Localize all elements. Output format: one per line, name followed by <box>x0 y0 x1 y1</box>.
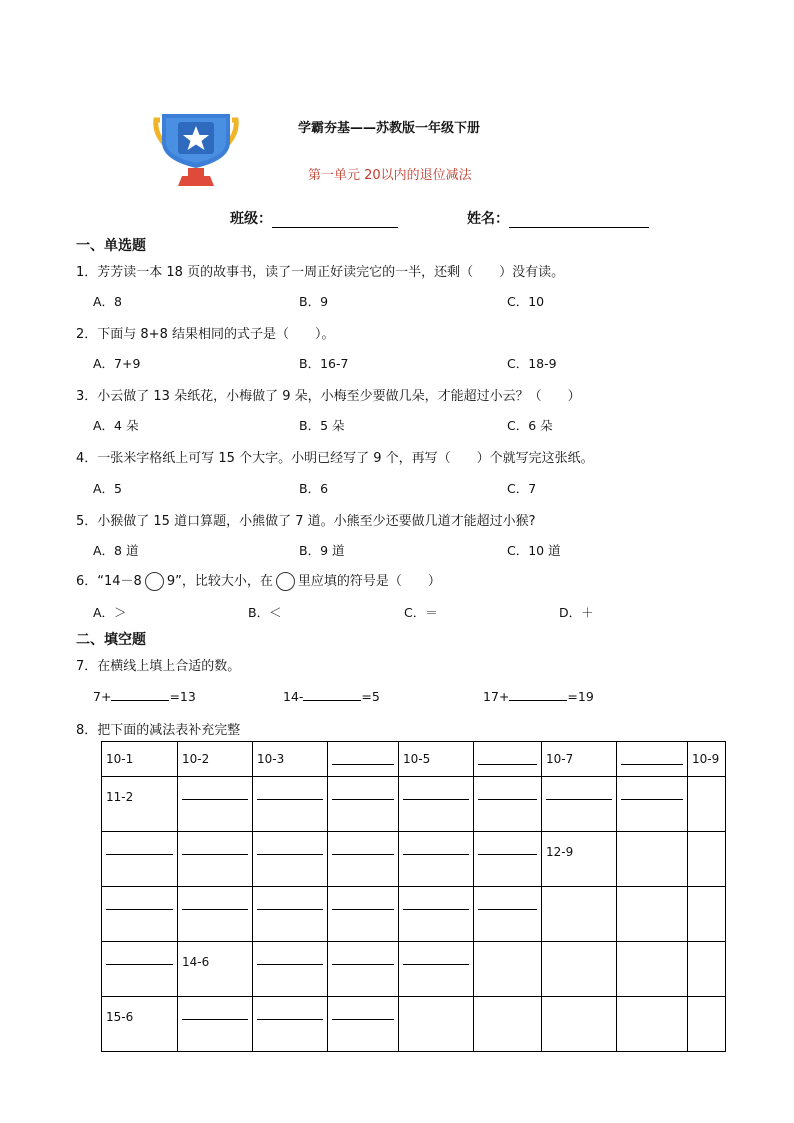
table-row <box>102 832 726 887</box>
q5-option-a[interactable]: A．8 道 <box>93 543 139 558</box>
table-cell <box>102 742 178 777</box>
answer-blank[interactable] <box>621 799 683 800</box>
answer-blank[interactable] <box>621 764 683 765</box>
table-cell-blank <box>474 887 542 942</box>
table-cell <box>253 742 328 777</box>
answer-blank[interactable] <box>332 764 394 765</box>
cell-value: 10-7 <box>546 752 574 766</box>
class-field <box>230 208 398 228</box>
table-cell-empty <box>474 942 542 997</box>
question-5: 5．小猴做了 15 道口算题，小熊做了 7 道。小熊至少还要做几道才能超过小猴? <box>76 514 536 529</box>
answer-blank[interactable] <box>403 964 469 965</box>
table-cell-blank <box>328 997 399 1052</box>
table-cell-blank <box>399 887 474 942</box>
table-row <box>102 942 726 997</box>
answer-blank[interactable] <box>478 799 537 800</box>
q4-option-c[interactable]: C．7 <box>507 481 537 496</box>
table-cell-empty <box>542 997 617 1052</box>
table-cell-blank <box>474 777 542 832</box>
table-cell-blank <box>328 742 399 777</box>
q7-item-3-left: 17+ <box>483 689 510 704</box>
table-cell <box>688 742 726 777</box>
table-cell-empty <box>542 887 617 942</box>
table-cell-blank <box>178 832 253 887</box>
q6-option-d[interactable]: D．＋ <box>559 605 594 620</box>
table-cell-empty <box>617 942 688 997</box>
q4-option-b[interactable]: B．6 <box>299 481 329 496</box>
q7-item-3-right: =19 <box>567 689 594 704</box>
q1-option-c[interactable]: C．10 <box>507 294 545 309</box>
question-4: 4．一张米字格纸上可写 15 个大字。小明已经写了 9 个，再写（ ）个就写完这张纸。 <box>76 451 594 466</box>
question-6 <box>76 570 441 591</box>
answer-blank[interactable] <box>546 799 612 800</box>
subtraction-table <box>101 741 726 1052</box>
table-cell-empty <box>688 887 726 942</box>
answer-blank[interactable] <box>257 909 323 910</box>
q6-circle-blank-2[interactable] <box>276 572 295 591</box>
q7-item-2-right: =5 <box>361 689 380 704</box>
answer-blank[interactable] <box>332 909 394 910</box>
answer-blank[interactable] <box>257 799 323 800</box>
table-cell-blank <box>253 777 328 832</box>
table-cell-blank <box>253 887 328 942</box>
cell-value: 11-2 <box>106 790 134 804</box>
section-fill-blank-title: 二、填空题 <box>76 632 146 648</box>
table-cell-blank <box>102 887 178 942</box>
q5-option-c[interactable]: C．10 道 <box>507 543 561 558</box>
table-cell-blank <box>399 832 474 887</box>
table-cell-blank <box>102 942 178 997</box>
page-subtitle: 第一单元 20以内的退位减法 <box>308 168 472 183</box>
q6-text-part2: 9”，比较大小，在 <box>166 574 273 589</box>
table-cell-blank <box>474 742 542 777</box>
answer-blank[interactable] <box>332 854 394 855</box>
q7-item-2-left: 14- <box>283 689 304 704</box>
question-2: 2．下面与 8+8 结果相同的式子是（ ）。 <box>76 327 335 342</box>
q7-item-2-blank[interactable] <box>303 688 361 701</box>
table-row <box>102 997 726 1052</box>
table-row <box>102 887 726 942</box>
table-cell-blank <box>253 997 328 1052</box>
cell-value: 14-6 <box>182 955 210 969</box>
q3-option-c[interactable]: C．6 朵 <box>507 418 553 433</box>
table-cell <box>178 742 253 777</box>
table-cell-blank <box>178 777 253 832</box>
table-cell-empty <box>542 942 617 997</box>
q2-option-c[interactable]: C．18-9 <box>507 356 557 371</box>
table-cell-empty <box>617 997 688 1052</box>
answer-blank[interactable] <box>403 854 469 855</box>
cell-value: 15-6 <box>106 1010 134 1024</box>
table-cell-blank <box>474 832 542 887</box>
answer-blank[interactable] <box>478 764 537 765</box>
q6-circle-blank-1[interactable] <box>145 572 164 591</box>
q4-option-a[interactable]: A．5 <box>93 481 123 496</box>
table-cell-blank <box>102 832 178 887</box>
table-cell-blank <box>253 832 328 887</box>
q3-option-a[interactable]: A．4 朵 <box>93 418 139 433</box>
answer-blank[interactable] <box>182 909 248 910</box>
q7-item-1 <box>93 688 196 704</box>
question-7: 7．在横线上填上合适的数。 <box>76 659 241 674</box>
q2-option-a[interactable]: A．7+9 <box>93 356 141 371</box>
q7-item-1-blank[interactable] <box>111 688 169 701</box>
table-cell-blank <box>328 942 399 997</box>
q7-item-2 <box>283 688 380 704</box>
table-cell-empty <box>688 942 726 997</box>
cell-value: 10-9 <box>692 752 720 766</box>
name-label: 姓名： <box>467 211 509 227</box>
q3-option-b[interactable]: B．5 朵 <box>299 418 345 433</box>
question-8: 8．把下面的减法表补充完整 <box>76 723 241 738</box>
table-cell-blank <box>617 777 688 832</box>
table-cell <box>399 742 474 777</box>
table-cell-blank <box>178 997 253 1052</box>
name-blank[interactable] <box>509 213 649 228</box>
table-cell-empty <box>688 832 726 887</box>
answer-blank[interactable] <box>332 1019 394 1020</box>
cell-value: 12-9 <box>546 845 574 859</box>
table-cell-blank <box>617 742 688 777</box>
q6-text-part1: 6．“14－8 <box>76 574 142 589</box>
q7-item-3-blank[interactable] <box>509 688 567 701</box>
answer-blank[interactable] <box>403 909 469 910</box>
table-cell-blank <box>178 887 253 942</box>
answer-blank[interactable] <box>182 799 248 800</box>
question-1: 1．芳芳读一本 18 页的故事书，读了一周正好读完它的一半，还剩（ ）没有读。 <box>76 265 565 280</box>
table-cell-blank <box>328 832 399 887</box>
answer-blank[interactable] <box>257 1019 323 1020</box>
table-cell-blank <box>399 777 474 832</box>
table-row <box>102 742 726 777</box>
answer-blank[interactable] <box>403 799 469 800</box>
table-cell <box>542 832 617 887</box>
q7-item-3 <box>483 688 594 704</box>
table-cell-blank <box>399 942 474 997</box>
q5-option-b[interactable]: B．9 道 <box>299 543 345 558</box>
table-cell-blank <box>328 887 399 942</box>
table-cell-blank <box>253 942 328 997</box>
name-field <box>467 208 649 228</box>
q6-option-a[interactable]: A．＞ <box>93 605 127 620</box>
q6-option-b[interactable]: B．＜ <box>248 605 282 620</box>
answer-blank[interactable] <box>106 964 173 965</box>
q1-option-b[interactable]: B．9 <box>299 294 329 309</box>
table-cell-empty <box>617 887 688 942</box>
trophy-icon <box>152 108 240 188</box>
question-3: 3．小云做了 13 朵纸花，小梅做了 9 朵，小梅至少要做几朵，才能超过小云？（ ） <box>76 389 581 404</box>
q2-option-b[interactable]: B．16-7 <box>299 356 349 371</box>
answer-blank[interactable] <box>182 1019 248 1020</box>
table-cell-blank <box>328 777 399 832</box>
table-cell <box>542 742 617 777</box>
table-cell <box>102 777 178 832</box>
answer-blank[interactable] <box>478 854 537 855</box>
q7-item-1-left: 7+ <box>93 689 112 704</box>
page-title: 学霸夯基——苏教版一年级下册 <box>298 121 481 136</box>
class-label: 班级： <box>230 211 272 227</box>
cell-value: 10-5 <box>403 752 431 766</box>
table-row <box>102 777 726 832</box>
table-cell <box>178 942 253 997</box>
table-cell-empty <box>688 777 726 832</box>
q6-option-c[interactable]: C．＝ <box>404 605 438 620</box>
answer-blank[interactable] <box>257 854 323 855</box>
section-single-choice-title: 一、单选题 <box>76 238 146 254</box>
cell-value: 10-3 <box>257 752 285 766</box>
q7-item-1-right: =13 <box>169 689 196 704</box>
table-cell-blank <box>542 777 617 832</box>
answer-blank[interactable] <box>106 854 173 855</box>
answer-blank[interactable] <box>332 964 394 965</box>
table-cell <box>102 997 178 1052</box>
answer-blank[interactable] <box>106 909 173 910</box>
answer-blank[interactable] <box>332 799 394 800</box>
table-cell-empty <box>688 997 726 1052</box>
table-cell-empty <box>617 832 688 887</box>
cell-value: 10-2 <box>182 752 210 766</box>
cell-value: 10-1 <box>106 752 134 766</box>
answer-blank[interactable] <box>182 854 248 855</box>
answer-blank[interactable] <box>257 964 323 965</box>
answer-blank[interactable] <box>478 909 537 910</box>
table-cell-empty <box>474 997 542 1052</box>
table-cell-empty <box>399 997 474 1052</box>
class-blank[interactable] <box>272 213 398 228</box>
q1-option-a[interactable]: A．8 <box>93 294 123 309</box>
q6-text-part3: 里应填的符号是（ ） <box>297 574 441 589</box>
